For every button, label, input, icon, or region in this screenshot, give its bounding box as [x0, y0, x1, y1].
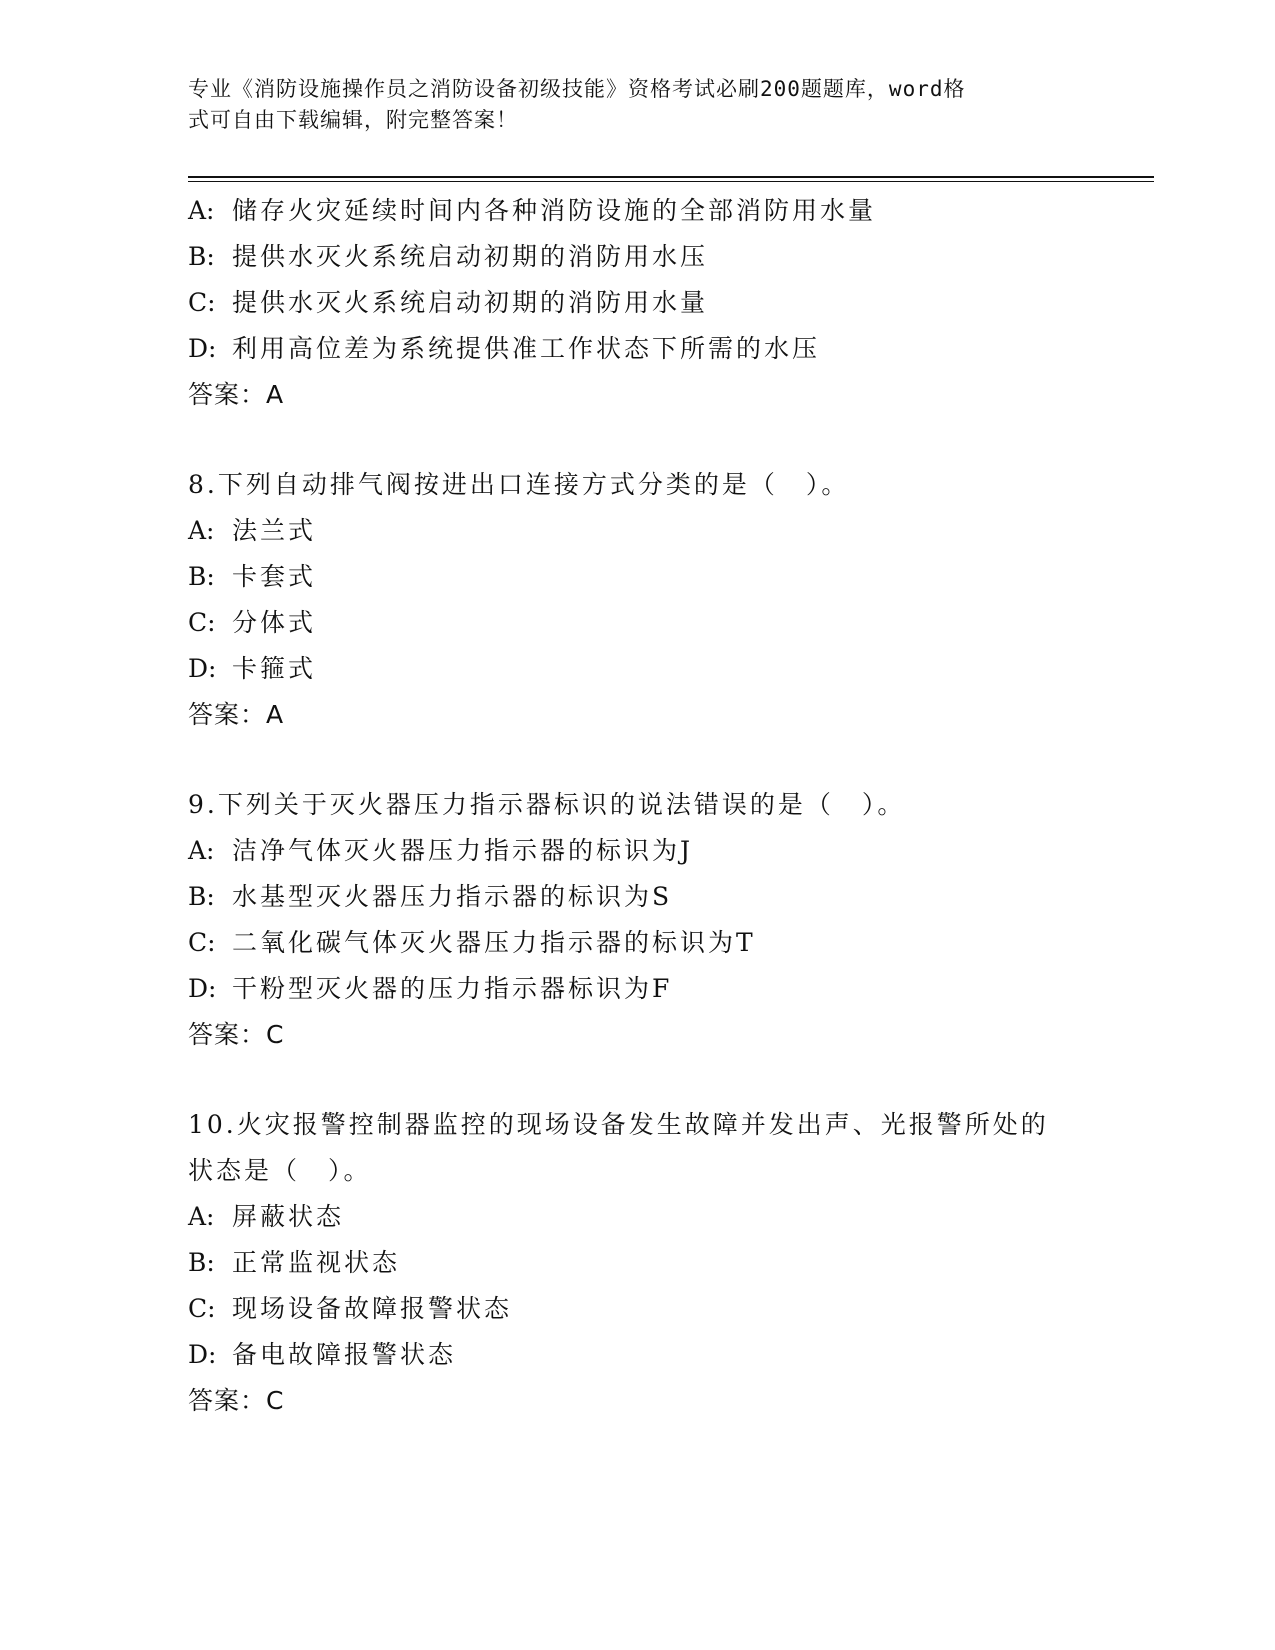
question-stem: 8.下列自动排气阀按进出口连接方式分类的是（ ）。	[188, 470, 850, 499]
option-a: A: 储存火灾延续时间内各种消防设施的全部消防用水量	[188, 196, 877, 225]
option-b: B: 水基型灭火器压力指示器的标识为S	[188, 882, 673, 911]
option-c: C: 二氧化碳气体灭火器压力指示器的标识为T	[188, 928, 756, 957]
option-b: B: 正常监视状态	[188, 1248, 401, 1277]
option-c: C: 提供水灭火系统启动初期的消防用水量	[188, 288, 709, 317]
option-d: D: 利用高位差为系统提供准工作状态下所需的水压	[188, 334, 821, 363]
option-c: C: 现场设备故障报警状态	[188, 1294, 513, 1323]
question-fragment	[188, 188, 1128, 418]
header-rule-thick	[188, 176, 1154, 178]
question-stem-line-1: 10.火灾报警控制器监控的现场设备发生故障并发出声、光报警所处的	[188, 1110, 1049, 1139]
question-list	[188, 188, 1128, 1424]
option-c: C: 分体式	[188, 608, 317, 637]
question-8	[188, 462, 1128, 738]
option-a: A: 法兰式	[188, 516, 317, 545]
question-stem	[188, 1102, 1128, 1194]
question-9	[188, 782, 1128, 1058]
question-stem-line-2: 状态是（ ）。	[188, 1156, 372, 1185]
question-stem: 9.下列关于灭火器压力指示器标识的说法错误的是（ ）。	[188, 790, 906, 819]
option-b: B: 提供水灭火系统启动初期的消防用水压	[188, 242, 709, 271]
answer: 答案：C	[188, 1386, 285, 1415]
option-b: B: 卡套式	[188, 562, 317, 591]
option-d: D: 干粉型灭火器的压力指示器标识为F	[188, 974, 673, 1003]
answer: 答案：C	[188, 1020, 285, 1049]
answer: 答案：A	[188, 700, 285, 729]
answer: 答案：A	[188, 380, 285, 409]
question-10	[188, 1102, 1128, 1424]
document-header	[188, 74, 1068, 136]
header-rule-thin	[188, 181, 1154, 182]
option-a: A: 屏蔽状态	[188, 1202, 345, 1231]
option-d: D: 卡箍式	[188, 654, 317, 683]
option-d: D: 备电故障报警状态	[188, 1340, 457, 1369]
header-line-1: 专业《消防设施操作员之消防设备初级技能》资格考试必刷200题题库，word格	[188, 77, 966, 101]
option-a: A: 洁净气体灭火器压力指示器的标识为J	[188, 836, 694, 865]
header-line-2: 式可自由下载编辑，附完整答案！	[188, 108, 518, 132]
